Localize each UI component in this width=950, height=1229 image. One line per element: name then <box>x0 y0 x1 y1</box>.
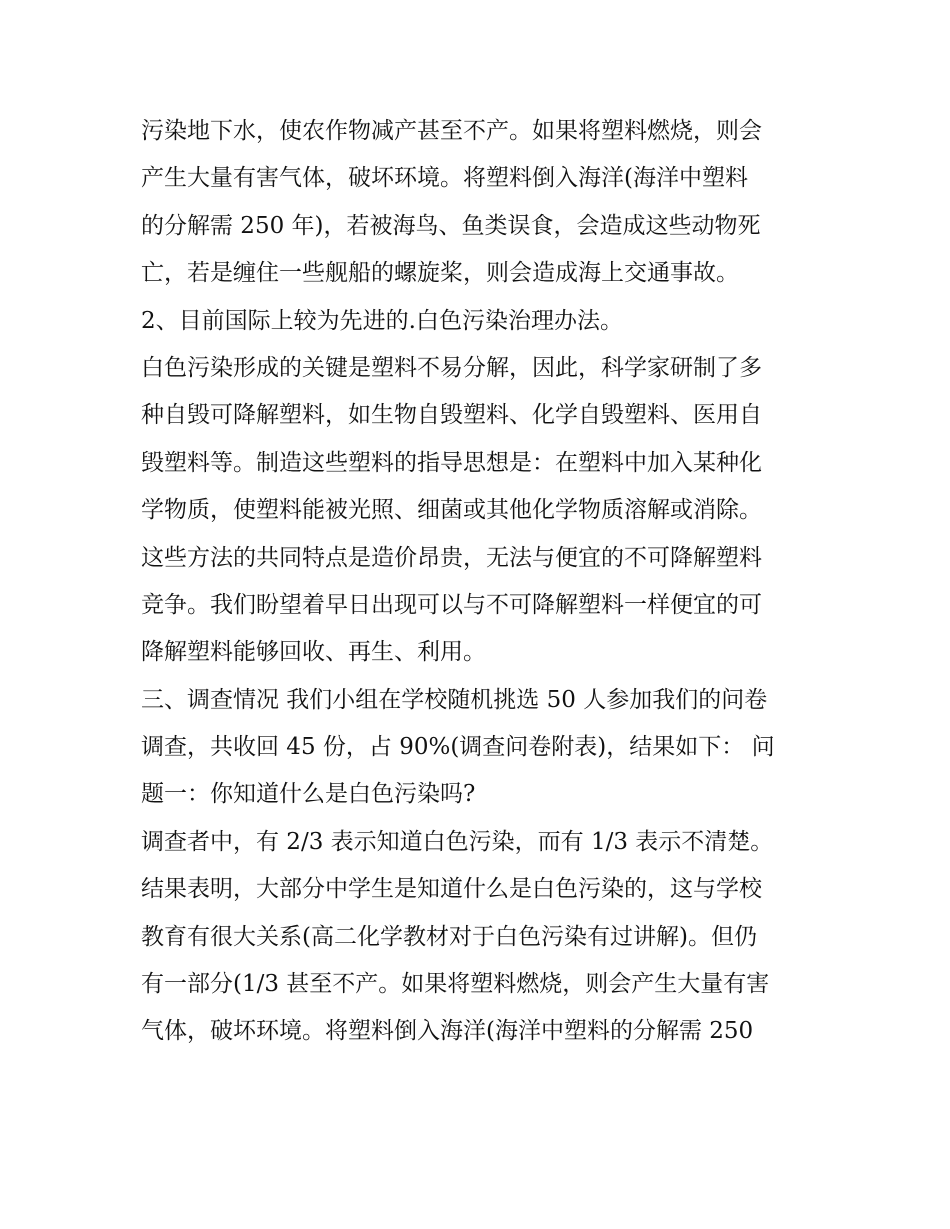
section-heading: 三、调查情况 我们小组在学校随机挑选 50 人参加我们的问卷 <box>141 686 768 713</box>
text-line: 调查，共收回 45 份，占 90%(调查问卷附表)，结果如下： 问 <box>141 734 775 761</box>
text-line: 竞争。我们盼望着早日出现可以与不可降解塑料一样便宜的可 <box>141 591 762 618</box>
text-line: 调查者中，有 2/3 表示知道白色污染，而有 1/3 表示不清楚。 <box>141 828 774 855</box>
text-line: 产生大量有害气体，破坏环境。将塑料倒入海洋(海洋中塑料 <box>141 165 748 192</box>
text-line: 教育有很大关系(高二化学教材对于白色污染有过讲解)。但仍 <box>141 923 757 950</box>
text-line: 白色污染形成的关键是塑料不易分解，因此，科学家研制了多 <box>141 354 762 381</box>
text-line: 气体，破坏环境。将塑料倒入海洋(海洋中塑料的分解需 250 <box>141 1018 754 1045</box>
section-heading: 2、目前国际上较为先进的.白色污染治理办法。 <box>141 307 623 334</box>
text-line: 这些方法的共同特点是造价昂贵，无法与便宜的不可降解塑料 <box>141 544 762 571</box>
text-line: 的分解需 250 年)，若被海鸟、鱼类误食，会造成这些动物死 <box>141 212 761 239</box>
text-line: 学物质，使塑料能被光照、细菌或其他化学物质溶解或消除。 <box>141 497 762 524</box>
text-line: 毁塑料等。制造这些塑料的指导思想是：在塑料中加入某种化 <box>141 449 762 476</box>
text-line: 降解塑料能够回收、再生、利用。 <box>141 639 486 666</box>
body-text <box>141 108 821 1056</box>
text-line: 亡，若是缠住一些舰船的螺旋桨，则会造成海上交通事故。 <box>141 260 739 287</box>
text-line: 结果表明，大部分中学生是知道什么是白色污染的，这与学校 <box>141 876 762 903</box>
text-line: 污染地下水，使农作物减产甚至不产。如果将塑料燃烧，则会 <box>141 118 762 144</box>
text-line: 有一部分(1/3 甚至不产。如果将塑料燃烧，则会产生大量有害 <box>141 971 770 998</box>
question-line: 题一：你知道什么是白色污染吗? <box>141 781 476 808</box>
text-line: 种自毁可降解塑料，如生物自毁塑料、化学自毁塑料、医用自 <box>141 402 762 429</box>
